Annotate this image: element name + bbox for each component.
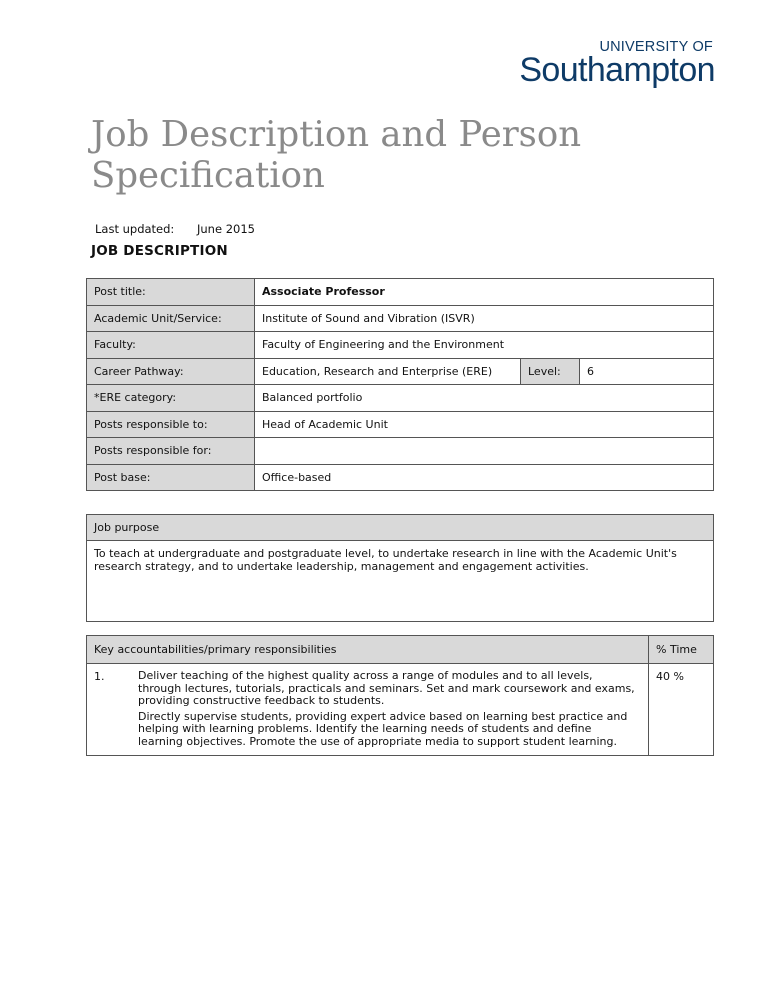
- last-updated-label: Last updated:: [95, 222, 175, 236]
- table-row: [87, 385, 714, 412]
- responsible-to-label: Posts responsible to:: [87, 411, 255, 438]
- ere-category-label: *ERE category:: [87, 385, 255, 412]
- logo-university-of: UNIVERSITY OF: [599, 39, 713, 55]
- item-paragraph: Directly supervise students, providing expert advice based on learning best practice and helping with learning problems. Identify the learning needs of students and define learning objectives. Promote the use of appropriate media to support student learning.: [138, 709, 628, 748]
- university-logo: [510, 39, 715, 89]
- post-title-label: Post title:: [87, 279, 255, 306]
- job-purpose-heading: Job purpose: [87, 515, 714, 541]
- career-pathway-label: Career Pathway:: [87, 358, 255, 385]
- table-row: [87, 358, 714, 385]
- responsible-for-value: [255, 438, 714, 465]
- faculty-label: Faculty:: [87, 332, 255, 359]
- page-title: Job Description and Person Specification: [91, 114, 582, 196]
- table-row: [87, 515, 714, 541]
- last-updated-value: June 2015: [197, 222, 255, 236]
- level-label: Level:: [521, 358, 580, 385]
- accountabilities-heading: Key accountabilities/primary responsibilities: [87, 636, 649, 664]
- job-details-table: [86, 278, 714, 491]
- table-row: [87, 332, 714, 359]
- item-description: [130, 664, 649, 756]
- table-row: [87, 636, 714, 664]
- career-pathway-value: Education, Research and Enterprise (ERE): [255, 358, 521, 385]
- table-row: [87, 305, 714, 332]
- last-updated: [95, 222, 255, 236]
- ere-category-value: Balanced portfolio: [255, 385, 714, 412]
- table-row: [87, 464, 714, 491]
- academic-unit-value: Institute of Sound and Vibration (ISVR): [255, 305, 714, 332]
- section-heading: JOB DESCRIPTION: [91, 243, 228, 259]
- item-time: 40 %: [649, 664, 714, 756]
- item-number: 1.: [87, 664, 131, 756]
- job-purpose-table: [86, 514, 714, 622]
- table-row: [87, 541, 714, 622]
- table-row: [87, 438, 714, 465]
- job-purpose-text: To teach at undergraduate and postgraduate level, to undertake research in line with the Academic Unit's research strategy, and to undertake leadership, management and engagement activities.: [87, 541, 714, 622]
- accountabilities-table: [86, 635, 714, 756]
- post-title-value: Associate Professor: [255, 279, 714, 306]
- table-row: [87, 664, 714, 756]
- post-base-label: Post base:: [87, 464, 255, 491]
- responsible-to-value: Head of Academic Unit: [255, 411, 714, 438]
- table-row: [87, 411, 714, 438]
- time-heading: % Time: [649, 636, 714, 664]
- responsible-for-label: Posts responsible for:: [87, 438, 255, 465]
- post-base-value: Office-based: [255, 464, 714, 491]
- level-value: 6: [580, 358, 714, 385]
- item-paragraph: Deliver teaching of the highest quality across a range of modules and to all levels, through lectures, tutorials, practicals and seminars. Set and mark coursework and exams, providing constructive feedback to students.: [138, 669, 635, 708]
- logo-name: Southampton: [519, 51, 715, 89]
- table-row: [87, 279, 714, 306]
- faculty-value: Faculty of Engineering and the Environment: [255, 332, 714, 359]
- academic-unit-label: Academic Unit/Service:: [87, 305, 255, 332]
